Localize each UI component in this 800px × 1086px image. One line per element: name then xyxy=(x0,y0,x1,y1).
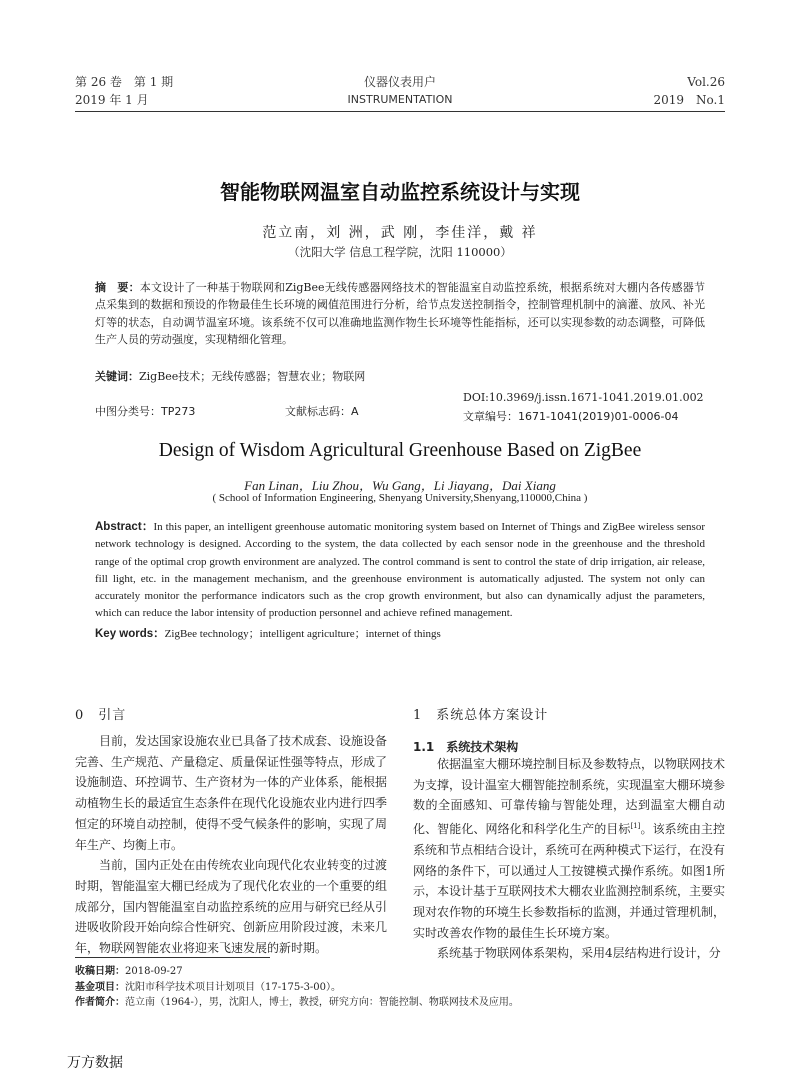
section-0-paragraph-1: 目前，发达国家设施农业已具备了技术成套、设施设备完善、生产规范、产量稳定、质量保证性强等特点，形成了设施制造、环控调节、生产资材为一体的产业体系，能根据动植物生长的最适宜生态条件在现代化设施农业内进行四季恒定的环境自动控制，使得不受气候条件的影响，实现了周年生产、均衡上市。 xyxy=(75,734,388,852)
header-right-line1: Vol.26 xyxy=(687,75,725,89)
article-number-value: 1671-1041(2019)01-0006-04 xyxy=(518,410,679,423)
affiliation-en: ( School of Information Engineering, Shenyang University,Shenyang,110000,China ) xyxy=(212,492,588,504)
section-1-paragraph-2: 系统基于物联网体系架构，采用4层结构进行设计，分 xyxy=(437,946,721,961)
section-0-body xyxy=(75,731,387,959)
author-label: 作者简介： xyxy=(75,997,125,1008)
watermark-text: 万方数据 xyxy=(67,1055,123,1071)
footnote-author xyxy=(75,995,725,1011)
section-1-1-heading: 1.1 系统技术架构 xyxy=(413,740,519,754)
abstract-en xyxy=(95,519,705,623)
section-1-p1-text-a: 依据温室大棚环境控制目标及参数特点，以物联网技术为支撑，设计温室大棚智能控制系统，实现温室大棚环境参数的全面感知、可靠传输与智能处理，达到温室大棚自动化、智能化、网络化和科学化生产的目标 xyxy=(413,757,726,837)
section-1-paragraph-1 xyxy=(413,754,725,943)
section-0-paragraph-2: 当前，国内正处在由传统农业向现代化农业转变的过渡时期，智能温室大棚已经成为了现代化农业的一个重要的组成部分，国内智能温室自动监控系统的应用与研究已经从引进吸收阶段开始向综合性研究、创新应用阶段过渡，未来几年，物联网智能农业将迎来飞速发展的新时期。 xyxy=(75,858,388,956)
clc-number xyxy=(95,403,195,420)
article-number-label: 文章编号： xyxy=(463,410,518,423)
footnote-received xyxy=(75,964,725,980)
document-code xyxy=(285,403,359,420)
paper-title-cn: 智能物联网温室自动监控系统设计与实现 xyxy=(220,180,580,204)
abstract-en-label: Abstract： xyxy=(95,521,154,533)
doc-code-value: A xyxy=(351,405,359,418)
fund-label: 基金项目： xyxy=(75,981,125,993)
footnote-fund xyxy=(75,980,725,996)
clc-value: TP273 xyxy=(161,405,196,418)
journal-volume-en xyxy=(653,73,725,109)
header-center-line2: INSTRUMENTATION xyxy=(347,93,453,106)
header-left-line2: 2019 年 1 月 xyxy=(75,93,149,107)
affiliation-cn: （沈阳大学 信息工程学院，沈阳 110000） xyxy=(288,245,512,259)
section-1-p1-text-b: 。该系统由主控系统和节点相结合设计，系统可在两种模式下运行，在没有网络的条件下，可以通过人工按键模式操作系统。如图1所示，本设计基于互联网技术大棚农业监测控制系统，主要实现对农作物的环境生长参数指标的监测，并通过管理机制，实时改善农作物的最佳生长环境方案。 xyxy=(413,822,726,940)
header-rule xyxy=(75,111,725,112)
footnote-rule xyxy=(75,957,270,958)
keywords-en xyxy=(95,626,705,643)
keywords-en-label: Key words： xyxy=(95,628,165,640)
header-center-line1: 仪器仪表用户 xyxy=(363,75,436,89)
journal-name xyxy=(300,73,500,109)
received-label: 收稿日期： xyxy=(75,966,125,977)
authors-en: Fan Linan，Liu Zhou，Wu Gang，Li Jiayang，Dai Xiang xyxy=(244,478,556,493)
section-1-body xyxy=(413,754,725,964)
author-value: 范立南（1964-），男，沈阳人，博士，教授，研究方向：智能控制、物联网技术及应用。 xyxy=(125,997,519,1008)
received-value: 2018-09-27 xyxy=(125,966,183,977)
doi: DOI:10.3969/j.issn.1671-1041.2019.01.002 xyxy=(463,391,704,404)
authors-cn: 范立南，刘 洲，武 刚，李佳洋，戴 祥 xyxy=(262,225,538,241)
paper-title-en: Design of Wisdom Agricultural Greenhouse Based on ZigBee xyxy=(158,440,642,461)
abstract-cn xyxy=(95,279,705,348)
fund-value: 沈阳市科学技术项目计划项目（17-175-3-00）。 xyxy=(125,981,342,993)
section-1-heading: 1 系统总体方案设计 xyxy=(413,708,549,723)
citation-ref-1: [1] xyxy=(630,822,641,831)
abstract-cn-text: 本文设计了一种基于物联网和ZigBee无线传感器网络技术的智能温室自动监控系统，根据系统对大棚内各传感器节点采集到的数据和预设的作物最佳生长环境的阈值范围进行分析，给节点发送控制指令，控制管理机制中的滴灌、放风、补光灯等的状态，自动调节温室环境。该系统不仅可以准确地监测作物生长环境等性能指标，还可以实现参数的动态调整，可降低生产人员的劳动强度，实现精细化管理。 xyxy=(95,281,705,346)
section-0-heading: 0 引言 xyxy=(75,708,127,723)
article-number xyxy=(463,408,678,425)
keywords-cn xyxy=(95,368,705,385)
clc-label: 中图分类号： xyxy=(95,405,161,418)
footnotes xyxy=(75,964,725,1011)
abstract-cn-label: 摘 要： xyxy=(95,281,140,294)
keywords-en-text: ZigBee technology；intelligent agriculture；internet of things xyxy=(164,628,441,640)
abstract-en-text: In this paper, an intelligent greenhouse automatic monitoring system based on Internet of Things and ZigBee wireless sensor network technology is designed. According to the system, the data collected by each sensor node in the greenhouse and the threshold range of the optimal crop growth environment are analyzed. The control command is sent to control the state of drip irrigation, air release, fill light, etc. in the management mechanism, and the greenhouse environment is automatically adjusted. The system not only can accurately monitor the performance indicators such as the crop growth environment, but also can dynamically adjust the parameters, which can reduce the labor intensity of production personnel and achieve refined management. xyxy=(95,521,705,620)
journal-volume-issue xyxy=(75,73,173,109)
keywords-cn-label: 关键词： xyxy=(95,370,139,383)
header-right-line2: 2019 No.1 xyxy=(653,93,725,107)
doc-code-label: 文献标志码： xyxy=(285,405,351,418)
header-left-line1: 第 26 卷 第 1 期 xyxy=(75,75,174,89)
keywords-cn-text: ZigBee技术；无线传感器；智慧农业；物联网 xyxy=(139,370,366,383)
